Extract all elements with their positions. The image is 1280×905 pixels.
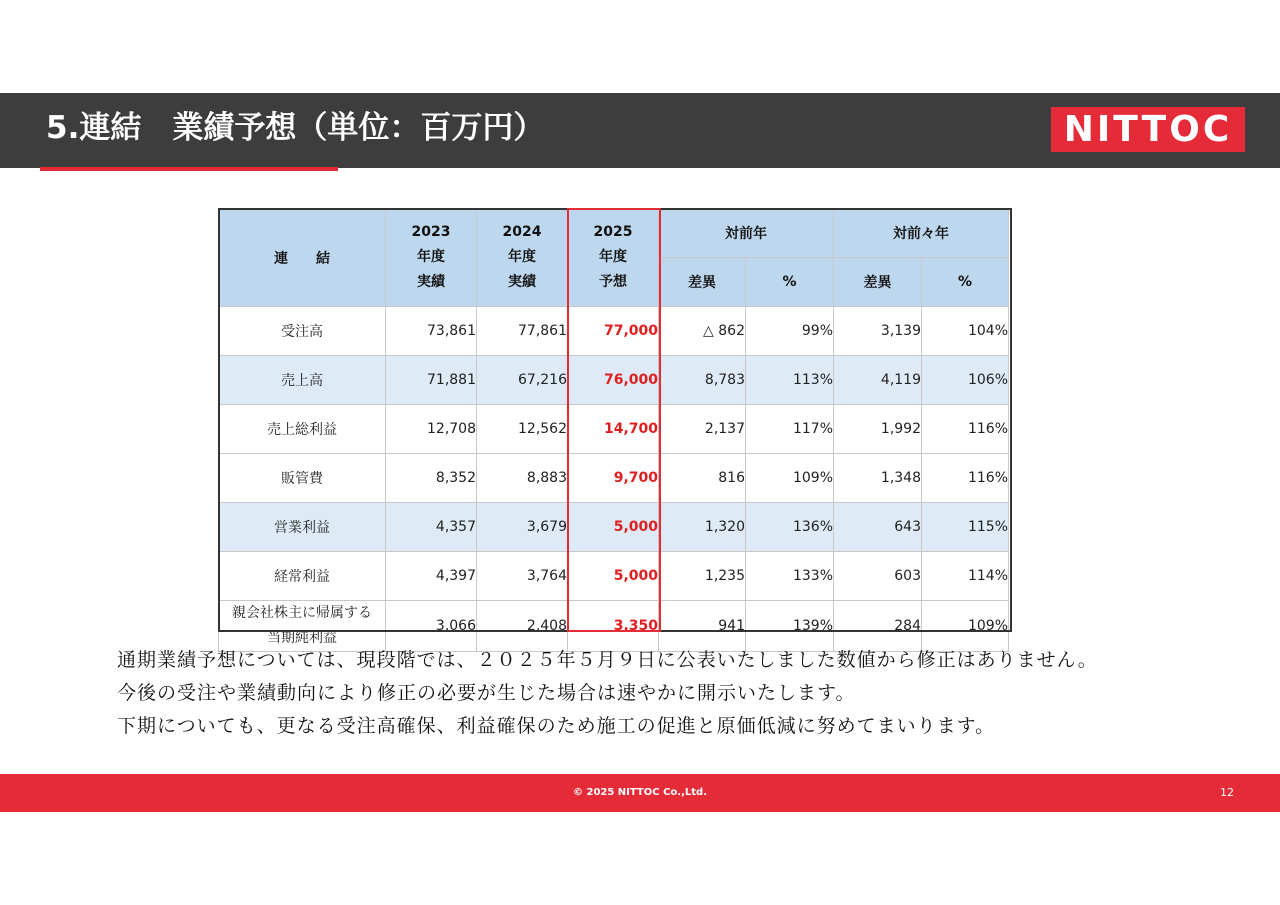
cell-2025: 5,000 bbox=[568, 503, 659, 552]
cell-pct-2: 116% bbox=[922, 405, 1009, 454]
header-row-1 bbox=[219, 209, 1009, 258]
cell-diff-1: 8,783 bbox=[659, 356, 746, 405]
cell-2024: 77,861 bbox=[477, 307, 568, 356]
cell-pct-2: 104% bbox=[922, 307, 1009, 356]
cell-2025: 3,350 bbox=[568, 601, 659, 652]
cell-diff-2: 1,348 bbox=[834, 454, 922, 503]
cell-pct-2: 116% bbox=[922, 454, 1009, 503]
cell-2023: 12,708 bbox=[386, 405, 477, 454]
logo-text: NITTOC bbox=[1063, 109, 1233, 150]
cell-pct-2: 109% bbox=[922, 601, 1009, 652]
table-row bbox=[219, 552, 1009, 601]
cell-diff-2: 643 bbox=[834, 503, 922, 552]
cell-2025: 76,000 bbox=[568, 356, 659, 405]
header-2023: 2023 年度 実績 bbox=[386, 209, 477, 307]
forecast-table bbox=[218, 208, 1009, 652]
cell-diff-1: 941 bbox=[659, 601, 746, 652]
table-row bbox=[219, 503, 1009, 552]
cell-2023: 8,352 bbox=[386, 454, 477, 503]
cell-pct-1: 113% bbox=[746, 356, 834, 405]
page-title: 5.連結 業績予想（単位：百万円） bbox=[46, 110, 545, 146]
row-label: 受注高 bbox=[219, 307, 386, 356]
cell-2023: 73,861 bbox=[386, 307, 477, 356]
row-label-line1: 親会社株主に帰属する bbox=[232, 605, 372, 621]
cell-2023: 3,066 bbox=[386, 601, 477, 652]
cell-pct-1: 99% bbox=[746, 307, 834, 356]
cell-diff-1: 1,235 bbox=[659, 552, 746, 601]
cell-2024: 3,679 bbox=[477, 503, 568, 552]
cell-pct-2: 106% bbox=[922, 356, 1009, 405]
cell-2023: 4,357 bbox=[386, 503, 477, 552]
cell-2023: 71,881 bbox=[386, 356, 477, 405]
row-label: 営業利益 bbox=[219, 503, 386, 552]
cell-diff-1: 1,320 bbox=[659, 503, 746, 552]
corner-header: 連 結 bbox=[219, 209, 386, 307]
cell-2024: 67,216 bbox=[477, 356, 568, 405]
cell-pct-1: 139% bbox=[746, 601, 834, 652]
cell-pct-1: 109% bbox=[746, 454, 834, 503]
header-2024: 2024 年度 実績 bbox=[477, 209, 568, 307]
header-vs-prev-prev-year: 対前々年 bbox=[834, 209, 1009, 258]
company-logo bbox=[1051, 107, 1245, 152]
header-pct-1: % bbox=[746, 258, 834, 307]
cell-diff-1: 816 bbox=[659, 454, 746, 503]
cell-2025: 14,700 bbox=[568, 405, 659, 454]
note-line: 今後の受注や業績動向により修正の必要が生じた場合は速やかに開示いたします。 bbox=[117, 682, 856, 704]
title-underline bbox=[40, 167, 338, 171]
cell-pct-1: 136% bbox=[746, 503, 834, 552]
table-row bbox=[219, 454, 1009, 503]
cell-diff-2: 284 bbox=[834, 601, 922, 652]
header-vs-prev-year: 対前年 bbox=[659, 209, 834, 258]
cell-2024: 2,408 bbox=[477, 601, 568, 652]
row-label: 売上総利益 bbox=[219, 405, 386, 454]
note-line: 通期業績予想については、現段階では、２０２５年５月９日に公表いたしました数値から修正はありません。 bbox=[117, 649, 1098, 671]
header-pct-2: % bbox=[922, 258, 1009, 307]
cell-2024: 8,883 bbox=[477, 454, 568, 503]
cell-diff-2: 4,119 bbox=[834, 356, 922, 405]
cell-2023: 4,397 bbox=[386, 552, 477, 601]
row-label: 経常利益 bbox=[219, 552, 386, 601]
cell-diff-1: 2,137 bbox=[659, 405, 746, 454]
table-row bbox=[219, 356, 1009, 405]
cell-2024: 12,562 bbox=[477, 405, 568, 454]
table-row bbox=[219, 405, 1009, 454]
row-label-line2: 当期純利益 bbox=[267, 630, 337, 646]
copyright: © 2025 NITTOC Co.,Ltd. bbox=[573, 787, 707, 798]
table-row bbox=[219, 307, 1009, 356]
cell-diff-1: △ 862 bbox=[659, 307, 746, 356]
row-label: 売上高 bbox=[219, 356, 386, 405]
cell-2024: 3,764 bbox=[477, 552, 568, 601]
cell-diff-2: 1,992 bbox=[834, 405, 922, 454]
cell-2025: 77,000 bbox=[568, 307, 659, 356]
header-diff-1: 差異 bbox=[659, 258, 746, 307]
notes bbox=[117, 644, 1237, 743]
cell-pct-1: 117% bbox=[746, 405, 834, 454]
cell-diff-2: 603 bbox=[834, 552, 922, 601]
page-number: 12 bbox=[1220, 786, 1234, 799]
note-line: 下期についても、更なる受注高確保、利益確保のため施工の促進と原価低減に努めてまいります。 bbox=[117, 715, 996, 737]
row-label: 販管費 bbox=[219, 454, 386, 503]
cell-2025: 5,000 bbox=[568, 552, 659, 601]
header-2025-forecast: 2025 年度 予想 bbox=[568, 209, 659, 307]
cell-pct-2: 114% bbox=[922, 552, 1009, 601]
cell-diff-2: 3,139 bbox=[834, 307, 922, 356]
header-diff-2: 差異 bbox=[834, 258, 922, 307]
cell-2025: 9,700 bbox=[568, 454, 659, 503]
footer-bar bbox=[0, 774, 1280, 812]
cell-pct-1: 133% bbox=[746, 552, 834, 601]
cell-pct-2: 115% bbox=[922, 503, 1009, 552]
